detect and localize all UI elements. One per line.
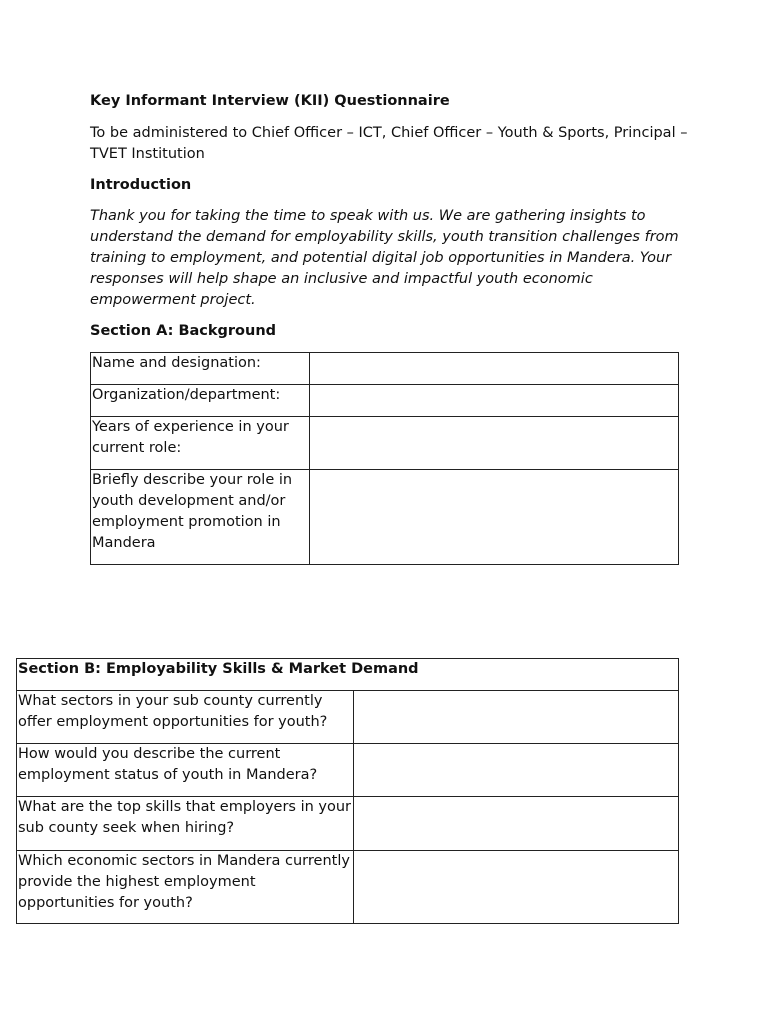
introduction-text: Thank you for taking the time to speak with us. We are gathering insights to understand the demand for employability skills, youth transition challenges from training to employment, and potential digital job opportunities in Mandera. Your responses will help shape an inclusive and impactful youth economic empowerment project. bbox=[90, 208, 679, 308]
answer-cell-economic-sectors[interactable] bbox=[354, 851, 679, 924]
table-row bbox=[91, 353, 679, 385]
introduction-heading: Introduction bbox=[90, 177, 192, 193]
table-row bbox=[91, 470, 679, 565]
answer-cell-role[interactable] bbox=[310, 470, 679, 565]
answer-cell-top-skills[interactable] bbox=[354, 797, 679, 851]
table-header-row bbox=[17, 659, 679, 691]
section-a-table bbox=[90, 352, 679, 565]
question-label: What sectors in your sub county currently offer employment opportunities for youth? bbox=[17, 691, 354, 744]
audience-text: To be administered to Chief Officer – ICT, Chief Officer – Youth & Sports, Principal – TVET Institution bbox=[90, 125, 688, 162]
table-row bbox=[17, 691, 679, 744]
table-row bbox=[17, 797, 679, 851]
section-b-heading: Section B: Employability Skills & Market Demand bbox=[17, 659, 679, 691]
question-label: Years of experience in your current role: bbox=[91, 417, 310, 470]
answer-cell-employment-status[interactable] bbox=[354, 744, 679, 797]
answer-cell-name[interactable] bbox=[310, 353, 679, 385]
question-label: What are the top skills that employers in your sub county seek when hiring? bbox=[17, 797, 354, 851]
document-title: Key Informant Interview (KII) Questionnaire bbox=[90, 93, 450, 109]
question-label: How would you describe the current employment status of youth in Mandera? bbox=[17, 744, 354, 797]
table-row bbox=[17, 851, 679, 924]
question-label: Organization/department: bbox=[91, 385, 310, 417]
answer-cell-experience[interactable] bbox=[310, 417, 679, 470]
question-label: Name and designation: bbox=[91, 353, 310, 385]
answer-cell-organization[interactable] bbox=[310, 385, 679, 417]
table-row bbox=[91, 417, 679, 470]
section-a-heading: Section A: Background bbox=[90, 323, 277, 339]
table-row bbox=[17, 744, 679, 797]
section-b-table bbox=[16, 658, 679, 924]
question-label: Which economic sectors in Mandera currently provide the highest employment opportunities for youth? bbox=[17, 851, 354, 924]
table-row bbox=[91, 385, 679, 417]
question-label: Briefly describe your role in youth development and/or employment promotion in Mandera bbox=[91, 470, 310, 565]
answer-cell-sectors[interactable] bbox=[354, 691, 679, 744]
